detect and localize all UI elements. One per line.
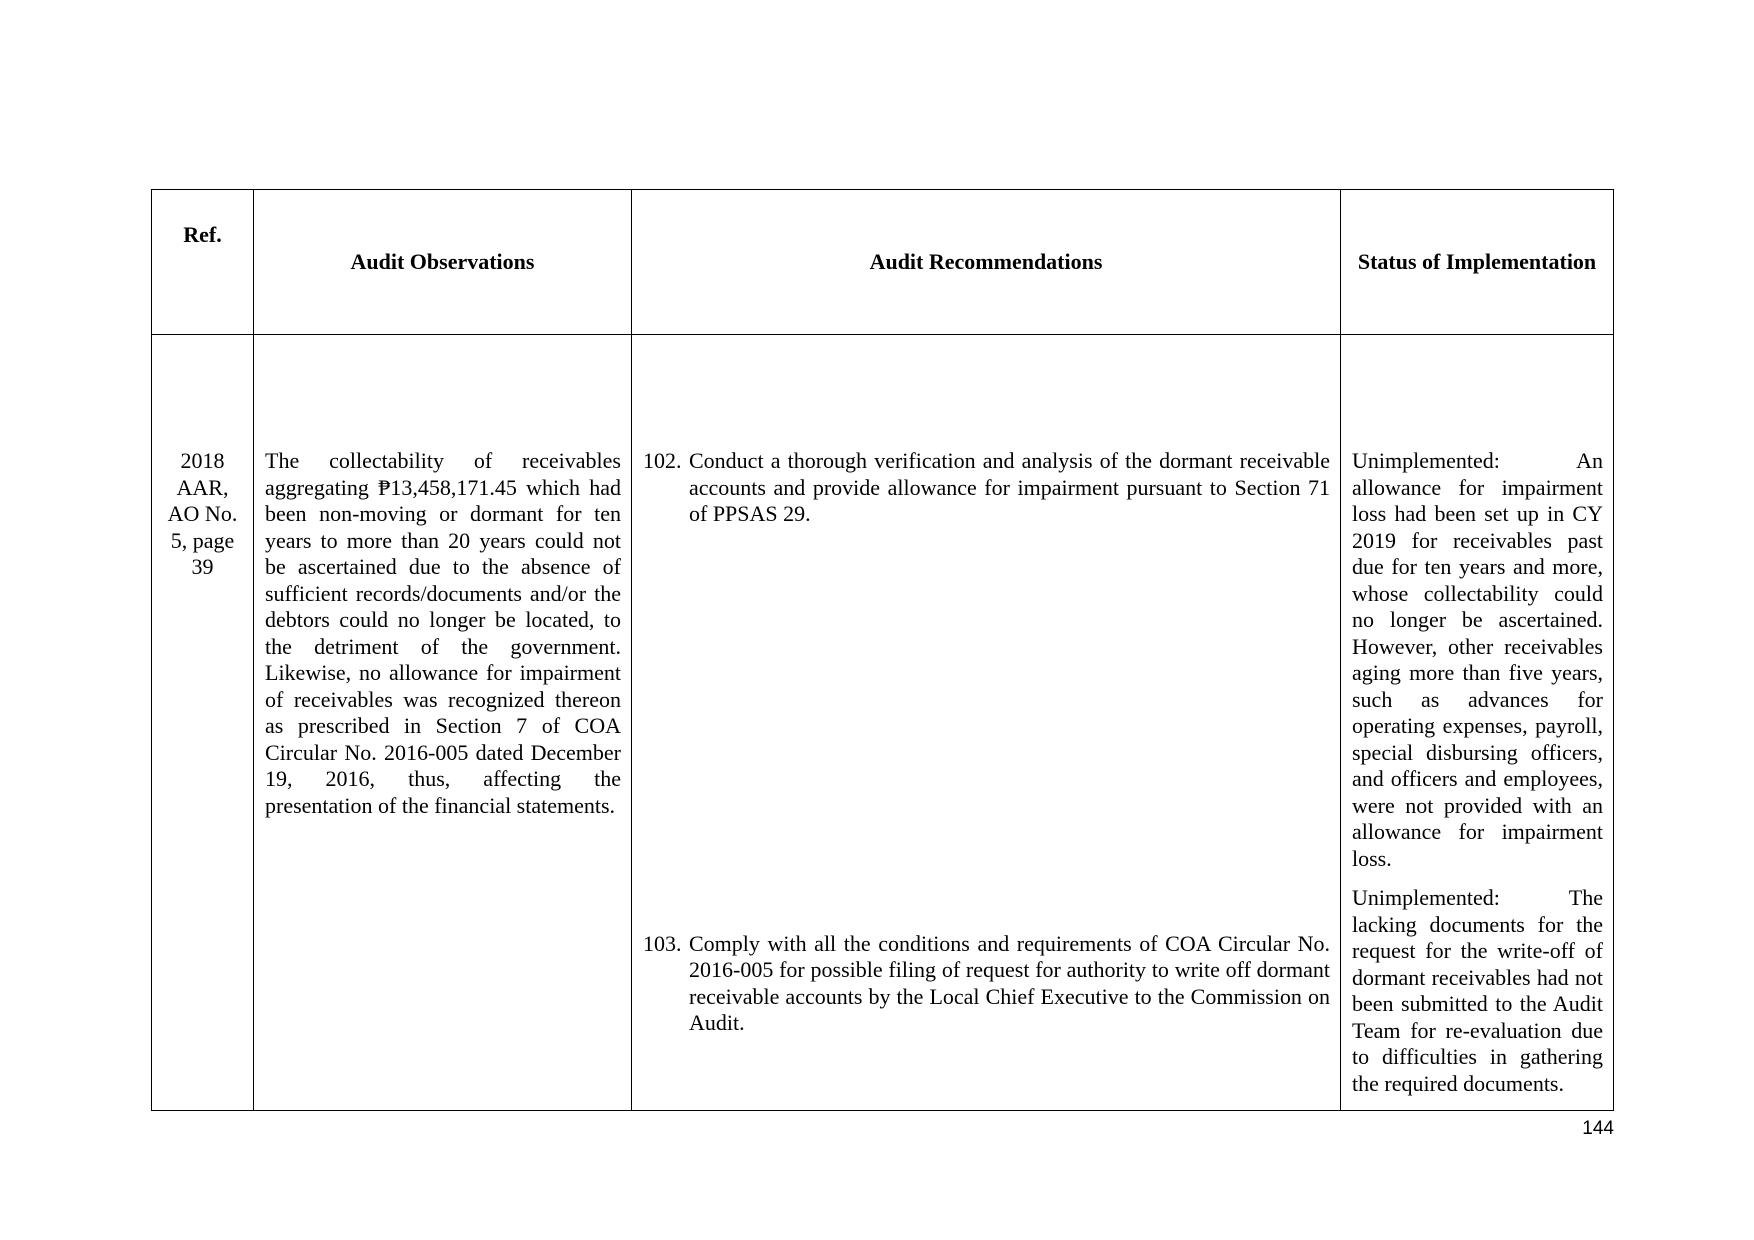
page-number: 144 (1582, 1118, 1614, 1139)
status-102: Unimplemented: An allowance for impairment loss had been set up in CY 2019 for receivables past due for ten years and more, whose collectability could no longer be ascertained. However, other receivables aging more than five years, such as advances for operating expenses, payroll, special disbursing officers, and officers and employees, were not provided with an allowance for impairment loss. (1352, 448, 1603, 871)
recommendation-102 (643, 448, 1330, 528)
recommendation-text: Conduct a thorough verification and analysis of the dormant receivable accounts and provide allowance for impairment pursuant to Section 71 of PPSAS 29. (689, 448, 1330, 526)
ref-cell: 2018 AAR, AO No. 5, page 39 (152, 335, 254, 1111)
header-recommendations: Audit Recommendations (632, 190, 1341, 335)
header-ref: Ref. (152, 190, 254, 335)
recommendation-number: 103. (643, 930, 682, 956)
recommendation-103 (643, 931, 1330, 1037)
status-cell (1341, 335, 1614, 1111)
table-row (152, 335, 1614, 1111)
audit-table (151, 189, 1614, 1111)
recommendation-text: Comply with all the conditions and requirements of COA Circular No. 2016-005 for possible filing of request for authority to write off dormant receivable accounts by the Local Chief Executive to the Commission on Audit. (689, 930, 1330, 1035)
observation-cell: The collectability of receivables aggregating ₱13,458,171.45 which had been non-moving or dormant for ten years to more than 20 years could not be ascertained due to the absence of sufficient records/documents and/or the debtors could no longer be located, to the detriment of the government. Likewise, no allowance for impairment of receivables was recognized thereon as prescribed in Section 7 of COA Circular No. 2016-005 dated December 19, 2016, thus, affecting the presentation of the financial statements. (254, 335, 632, 1111)
recommendation-number: 102. (643, 448, 682, 473)
header-row (152, 190, 1614, 335)
recommendations-cell (632, 335, 1341, 1111)
header-observations: Audit Observations (254, 190, 632, 335)
status-103: Unimplemented: The lacking documents for the request for the write-off of dormant receivables had not been submitted to the Audit Team for re-evaluation due to difficulties in gathering the required documents. (1352, 885, 1603, 1096)
header-status: Status of Implementation (1341, 190, 1614, 335)
